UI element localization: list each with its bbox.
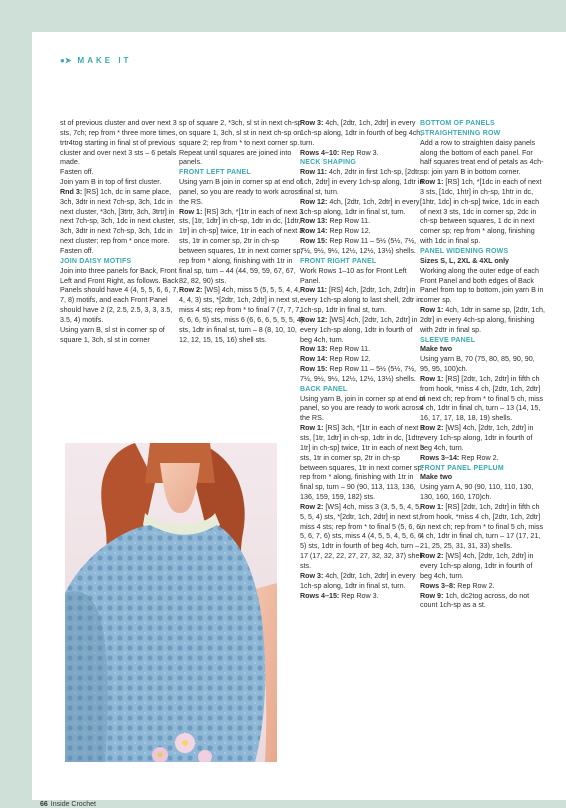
row-text: Rep Row 11. <box>327 217 371 226</box>
paragraph: Work Rows 1–10 as for Front Left Panel. <box>300 266 407 285</box>
row-label: Row 14: <box>300 227 328 236</box>
row-text: [RS] 3ch, *[1tr in each of next 3 sts, [1tr, 1dtr] in ch-sp, 1dtr in dc, [1dtr, 1tr] in ch-sp] twice, 1tr in each of next 3 sts, 1tr in corner sp, 2tr in ch-sp between squares, 1tr in next corner sp; rep from * along, finishing with 1tr in final sp, turn – 44 (44, 59, 59, 67, 67, 82, 82, 90) sts. <box>179 207 304 285</box>
row-label: Rows 3–14: <box>420 453 460 462</box>
row-text: [RS] [2dtr, 1ch, 2dtr] in fifth ch from hook, *miss 4 ch, [2dtr, 1ch, 2dtr] in next ch; rep from * to final 5 ch, miss 4 ch, 1dtr in final ch, turn – 17 (17, 21, 21, 25, 25, 31, 31, 33) shells. <box>420 502 544 551</box>
row-label: Row 13: <box>300 345 328 354</box>
row-label: Row 12: <box>300 315 328 324</box>
paragraph <box>420 503 546 552</box>
magazine-name: Inside Crochet <box>50 801 96 808</box>
row-text: [WS] 4ch, [2dtr, 1ch, 2dtr] in every 1ch-sp along, 1dtr in fourth of beg 4ch, turn. <box>420 424 534 452</box>
paragraph <box>420 424 546 454</box>
watermark: PassionForum.ru <box>479 783 560 794</box>
paragraph <box>420 582 546 592</box>
column-3 <box>300 119 426 601</box>
model-photo <box>65 443 277 762</box>
row-label: Row 2: <box>420 552 444 561</box>
row-text: [RS] 1ch, *[1dc in each of next 3 sts, [1dc, 1htr] in ch-sp, 1htr in dc, [1htr, 1dc] in ch-sp] twice, 1dc in each of next 3 sts, 1dc in corner sp, 2dc in ch-sp between squares, 1 dc in next corner sp; rep from * along, finishing with 1dc in final sp. <box>420 178 542 246</box>
paragraph <box>300 286 426 316</box>
paragraph <box>300 237 426 257</box>
heading-sleeve-panel: SLEEVE PANEL <box>420 336 476 344</box>
row-label: Row 13: <box>300 217 328 226</box>
paragraph <box>300 592 426 602</box>
arrow-icon: ●➤ <box>60 56 72 65</box>
paragraph <box>60 188 186 257</box>
row-label: Row 12: <box>300 197 328 206</box>
paragraph <box>179 208 305 287</box>
page-footer <box>40 801 96 808</box>
paragraph: Working along the outer edge of each Front Panel and both edges of Back Panel from top to bottom, join yarn B in corner sp. <box>420 266 544 305</box>
row-label: Rows 4–10: <box>300 148 340 157</box>
column-4 <box>420 119 546 611</box>
paragraph <box>420 454 546 464</box>
paragraph: Using yarn B, sl st in corner sp of square 1, 3ch, sl st in corner <box>60 325 165 344</box>
make-two-note: Make two <box>420 345 453 354</box>
paragraph <box>300 316 426 346</box>
paragraph <box>300 355 426 365</box>
paragraph <box>300 424 426 503</box>
row-label: Row 11: <box>300 286 327 295</box>
paragraph <box>300 198 426 218</box>
make-two-note: Make two <box>420 473 453 482</box>
row-text: 4ch, [2dtr, 1ch, 2dtr] in every 1ch-sp along, 1dtr in final st, turn. <box>300 571 416 590</box>
heading-front-left-panel: FRONT LEFT PANEL <box>179 169 251 177</box>
paragraph <box>420 306 546 336</box>
row-text: 4ch, [2dtr, 1ch, 2dtr] in every 1ch-sp along, 1dtr in final st, turn. <box>300 197 420 216</box>
row-text: [RS] 4ch, [2dtr, 1ch, 2dtr] in every 1ch-sp along to last shell, 2dtr in 1ch-sp, 1dtr in final st, turn. <box>300 286 422 315</box>
paragraph: sp of square 2, *3ch, sl st in next ch-sp on square 1, 3ch, sl st in next ch-sp on square 2; rep from * to next corner sp. Repeat until squares are joined into panels. <box>179 119 302 167</box>
row-text: [RS] 1ch, dc in same place, 3ch, 3dtr in next 7ch-sp, 3ch, 1dc in next cluster, *3ch, [3trtr, 3ch, 3trtr] in next 7ch-sp, 3ch, 1dc in next cluster, 3ch, 3dtr in next 7ch-sp, 3ch, 1dc in next cluster; rep from * once more. Fasten off. <box>60 187 176 255</box>
heading-panel-widening-rows: PANEL WIDENING ROWS <box>420 247 509 255</box>
paragraph: Using yarn A, 90 (90, 110, 110, 130, 130, 160, 160, 170)ch. <box>420 483 534 502</box>
row-label: Row 9: <box>420 591 444 600</box>
row-text: 4ch, [2dtr, 1ch, 2dtr] in every 1ch-sp along, 1dtr in fourth of beg 4ch, turn. <box>300 119 423 147</box>
row-text: Rep Row 3. <box>339 591 379 600</box>
row-text: Rep Row 2. <box>459 453 499 462</box>
paragraph: st of previous cluster and over next 3 sts, 7ch; rep from * three more times, trtr4tog starting in final st of previous cluster and over next 3 sts – 6 petals made. <box>60 119 178 167</box>
row-text: Rep Row 12. <box>327 227 371 236</box>
row-text: [RS] [2dtr, 1ch, 2dtr] in fifth ch from hook, *miss 4 ch, [2dtr, 1ch, 2dtr] in next ch; rep from * to final 5 ch, miss 4 ch, 1dtr in final ch, turn – 13 (14, 15, 16, 17, 17, 18, 18, 19) shells. <box>420 374 544 423</box>
row-label: Rows 4–15: <box>300 591 340 600</box>
magazine-page <box>32 32 566 808</box>
row-text: Rep Row 11. <box>327 345 371 354</box>
paragraph: Fasten off. <box>60 168 94 177</box>
paragraph <box>300 168 426 198</box>
row-text: 4ch, 2dtr in first 1ch-sp, [2dtr, 1ch, 2dtr] in every 1ch-sp along, 1dtr in final st, turn. <box>300 168 424 196</box>
paragraph <box>300 217 426 227</box>
heading-front-panel-peplum: FRONT PANEL PEPLUM <box>420 464 504 472</box>
row-label: Rnd 3: <box>60 187 83 196</box>
column-2 <box>179 119 305 345</box>
row-text: [WS] 4ch, [2dtr, 1ch, 2dtr] in every 1ch-sp along, 1dtr in fourth of beg 4ch, turn. <box>420 552 534 580</box>
heading-back-panel: BACK PANEL <box>300 385 348 393</box>
paragraph: Using yarn B, 70 (75, 80, 85, 90, 90, 95, 95, 100)ch. <box>420 355 535 374</box>
row-text: Rep Row 3. <box>339 148 379 157</box>
row-label: Row 1: <box>420 502 444 511</box>
section-title: MAKE IT <box>77 56 132 65</box>
row-label: Row 3: <box>300 119 324 127</box>
row-label: Row 2: <box>179 286 203 295</box>
row-text: [WS] 4ch, [2dtr, 1ch, 2dtr] in every 1ch-sp along, 1dtr in fourth of beg 4ch, turn. <box>300 315 418 344</box>
row-text: Rep Row 11 – 5½ (5½, 7½, 7½, 9½, 9½, 12½, 12½, 13½) shells. <box>300 365 417 383</box>
paragraph <box>300 365 426 385</box>
row-text: 1ch, dc2tog across, do not count 1ch-sp as a st. <box>420 591 530 610</box>
row-text: Rep Row 2. <box>455 581 495 590</box>
sizes-note: Sizes S, L, 2XL & 4XL only <box>420 256 510 265</box>
row-label: Row 1: <box>300 424 324 433</box>
row-label: Row 2: <box>420 424 444 433</box>
row-label: Row 15: <box>300 365 328 374</box>
row-text: 4ch, 1dtr in same sp, [2dtr, 1ch, 2dtr] in every 4ch-sp along, finishing with 2dtr in final sp. <box>420 306 546 334</box>
paragraph <box>300 227 426 237</box>
column-1 <box>60 119 186 345</box>
row-text: [WS] 4ch, miss 3 (3, 5, 5, 4, 5, 5, 5, 4) sts, *[2dtr, 1ch, 2dtr] in next st, miss 4 sts; rep from * to final 5 (5, 6, 6, 5, 6, 7, 6) sts, miss 4 (4, 5, 5, 4, 5, 6, 6, 5) sts, 1dtr in fourth of beg 4ch, turn – 17 (17, 22, 22, 27, 27, 32, 32, 37) shell sts. <box>300 502 424 570</box>
paragraph <box>420 178 546 247</box>
row-label: Row 1: <box>420 374 444 383</box>
page-number: 66 <box>40 801 48 808</box>
paragraph: Add a row to straighten daisy panels along the bottom of each panel. For half squares treat end of petals as 4ch-sp: join yarn B in bottom corner. <box>420 138 544 177</box>
row-text: Rep Row 11 – 5½ (5½, 7½, 7½, 9½, 9½, 12½, 12½, 13½) shells. <box>300 237 417 255</box>
paragraph <box>300 572 426 592</box>
paragraph <box>300 149 426 159</box>
paragraph: Join into three panels for Back, Front Left and Front Right, as follows. Back Panels should have 4 (4, 5, 5, 6, 6, 7, 7, 8) motifs, and each Front Panel should have 2 (2, 2.5, 2.5, 3, 3, 3.5, 3.5, 4) motifs. <box>60 266 179 324</box>
row-label: Row 1: <box>420 178 444 187</box>
section-header <box>60 56 131 65</box>
heading-bottom-of-panels: BOTTOM OF PANELS STRAIGHTENING ROW <box>420 120 501 137</box>
paragraph <box>300 345 426 355</box>
row-text: [WS] 4ch, miss 5 (5, 5, 5, 4, 4, 4, 4, 3) sts, *[2dtr, 1ch, 2dtr] in next st, miss 4 sts; rep from * to final 7 (7, 7, 7, 6, 6, 6, 5) sts, miss 6 (6, 6, 6, 5, 5, 5, 4) sts, 1dtr in final st, turn – 8 (8, 10, 10, 12, 12, 15, 15, 16) shell sts. <box>179 286 304 344</box>
row-label: Row 2: <box>300 502 324 511</box>
row-label: Row 14: <box>300 355 328 364</box>
paragraph: Using yarn B join in corner sp at end of panel, so you are ready to work across the RS. <box>179 178 303 206</box>
paragraph: Join yarn B in top of first cluster. <box>60 178 162 187</box>
photo-illustration <box>65 443 277 762</box>
heading-front-right-panel: FRONT RIGHT PANEL <box>300 257 377 265</box>
paragraph <box>420 592 546 612</box>
paragraph <box>420 375 546 424</box>
paragraph <box>420 552 546 582</box>
heading-join-daisy-motifs: JOIN DAISY MOTIFS <box>60 257 132 265</box>
paragraph: Using yarn B, join in corner sp at end of panel, so you are ready to work across the RS. <box>300 394 426 423</box>
row-text: Rep Row 12. <box>327 355 371 364</box>
row-label: Row 1: <box>179 207 203 216</box>
row-label: Rows 3–8: <box>420 581 456 590</box>
paragraph <box>179 286 305 345</box>
row-label: Row 11: <box>300 168 327 177</box>
paragraph <box>300 503 426 572</box>
heading-neck-shaping: NECK SHAPING <box>300 159 357 167</box>
row-label: Row 1: <box>420 306 444 315</box>
row-text: [RS] 3ch, *[1tr in each of next 3 sts, [1tr, 1dtr] in ch-sp, 1dtr in dc, [1dtr, 1tr] in ch-sp] twice, 1tr in each of next 3 sts, 1tr in corner sp, 2tr in ch-sp between squares, 1tr in next corner sp; rep from * along, finishing with 1tr in final sp, turn – 90 (90, 113, 113, 136, 136, 159, 159, 182) sts. <box>300 424 425 502</box>
row-label: Row 3: <box>300 571 324 580</box>
row-label: Row 15: <box>300 237 328 246</box>
paragraph <box>300 119 426 149</box>
